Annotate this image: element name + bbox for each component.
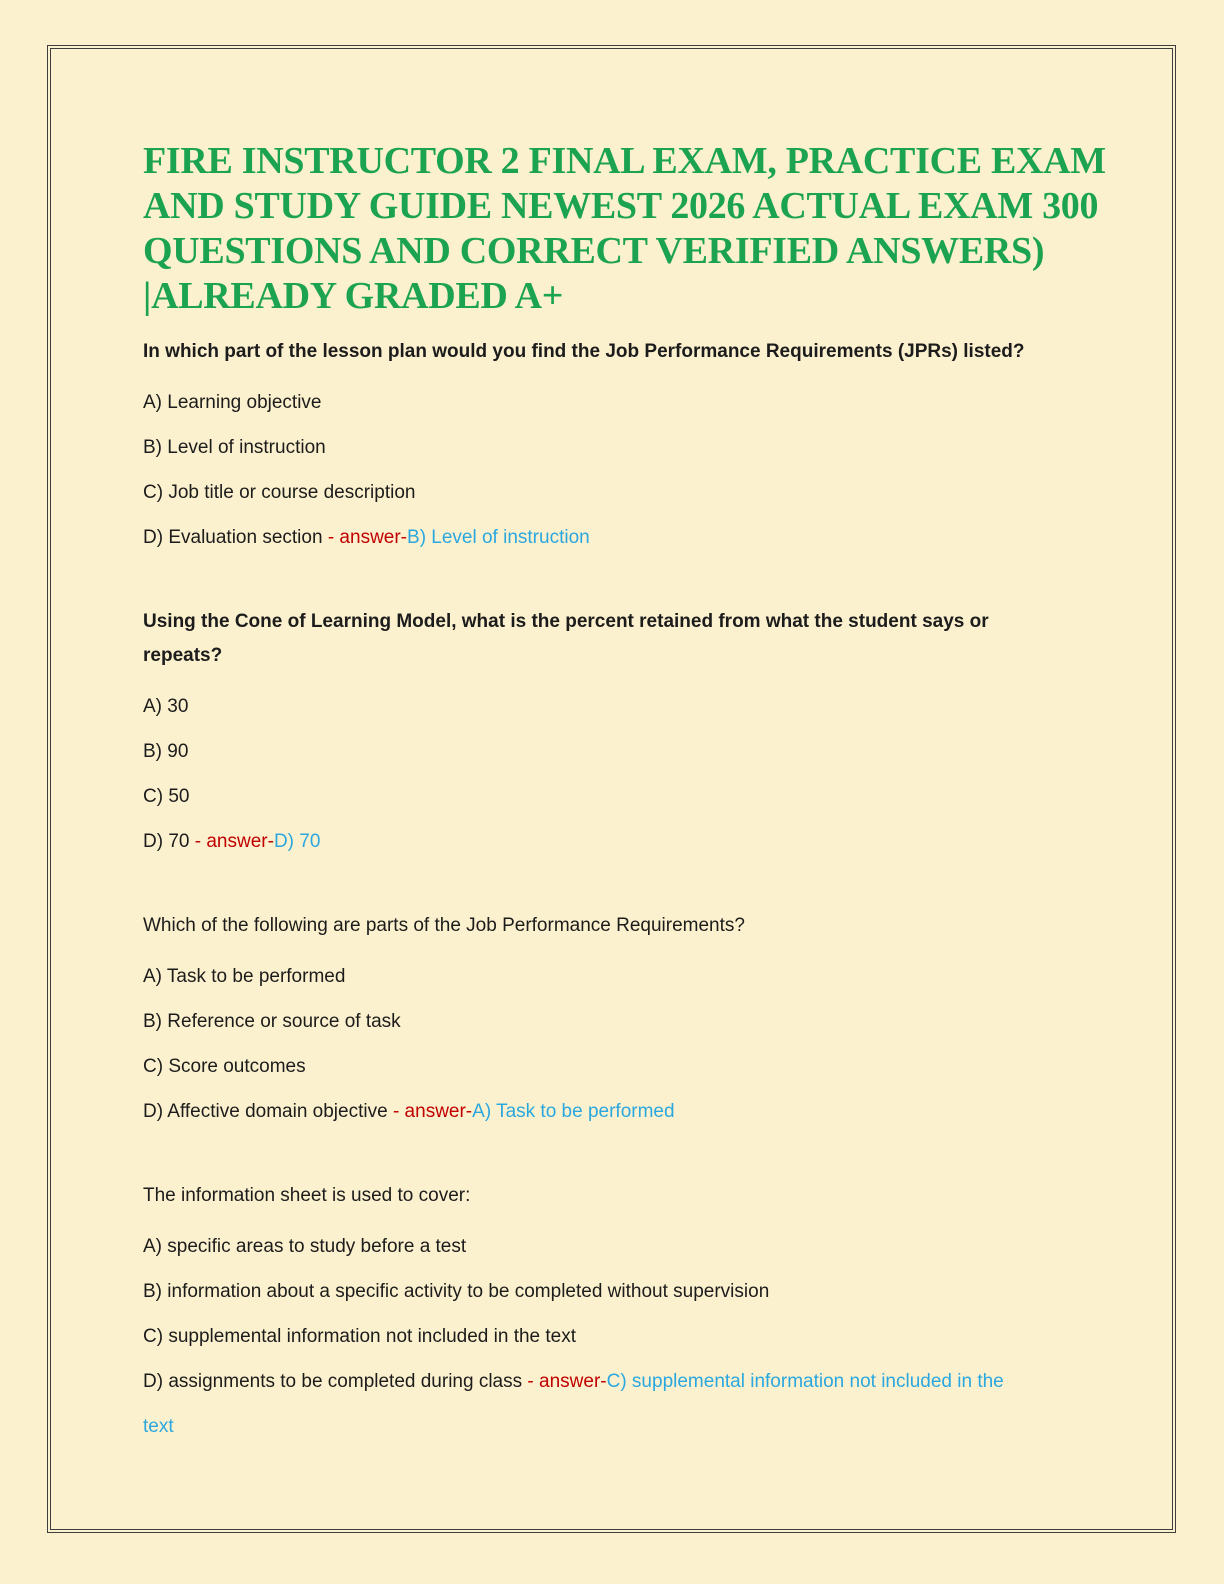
option: A) 30 [143,696,189,717]
question-block [143,909,1134,1134]
option: B) Reference or source of task [143,1011,401,1032]
title-line: FIRE INSTRUCTOR 2 FINAL EXAM, PRACTICE EXAM [143,140,1106,182]
option: C) Score outcomes [143,1056,306,1077]
option: D) Evaluation section - answer-B) Level of instruction [143,527,590,548]
document-title [143,139,1134,319]
page-border [47,45,1176,1533]
title-line: |ALREADY GRADED A+ [143,275,564,317]
question-block [143,335,1134,560]
question-options [143,684,1134,864]
option: C) 50 [143,786,190,807]
question-options [143,1224,1134,1449]
option: D) assignments to be completed during class - answer-C) supplemental information not included in the text [143,1371,1004,1437]
answer-marker: - answer- [527,1371,607,1392]
question-text: In which part of the lesson plan would you find the Job Performance Requirements (JPRs) listed? [143,341,1025,362]
option: B) information about a specific activity to be completed without supervision [143,1281,770,1302]
answer-text: text [143,1416,174,1437]
question-text: Which of the following are parts of the Job Performance Requirements? [143,915,745,936]
title-line: QUESTIONS AND CORRECT VERIFIED ANSWERS) [143,230,1045,272]
option: A) Learning objective [143,392,322,413]
option: A) specific areas to study before a test [143,1236,467,1257]
question-block [143,1179,1134,1449]
option: C) Job title or course description [143,482,416,503]
title-line: AND STUDY GUIDE NEWEST 2026 ACTUAL EXAM 300 [143,185,1099,227]
answer-text: B) Level of instruction [407,527,590,548]
option: D) Affective domain objective - answer-A) Task to be performed [143,1101,675,1122]
question-options [143,380,1134,560]
answer-text: C) supplemental information not included in the [606,1371,1004,1392]
question-block [143,605,1134,864]
question-options [143,954,1134,1134]
question-text: The information sheet is used to cover: [143,1185,471,1206]
question-text: Using the Cone of Learning Model, what is the percent retained from what the student says or repeats? [143,611,989,666]
questions-list [143,335,1134,1449]
option: C) supplemental information not included in the text [143,1326,577,1347]
option: A) Task to be performed [143,966,346,987]
answer-marker: - answer- [194,831,274,852]
answer-text: A) Task to be performed [472,1101,675,1122]
answer-marker: - answer- [392,1101,473,1122]
option: D) 70 - answer-D) 70 [143,831,321,852]
answer-text: D) 70 [273,831,321,852]
answer-marker: - answer- [327,527,408,548]
option: B) 90 [143,741,189,762]
option: B) Level of instruction [143,437,326,458]
